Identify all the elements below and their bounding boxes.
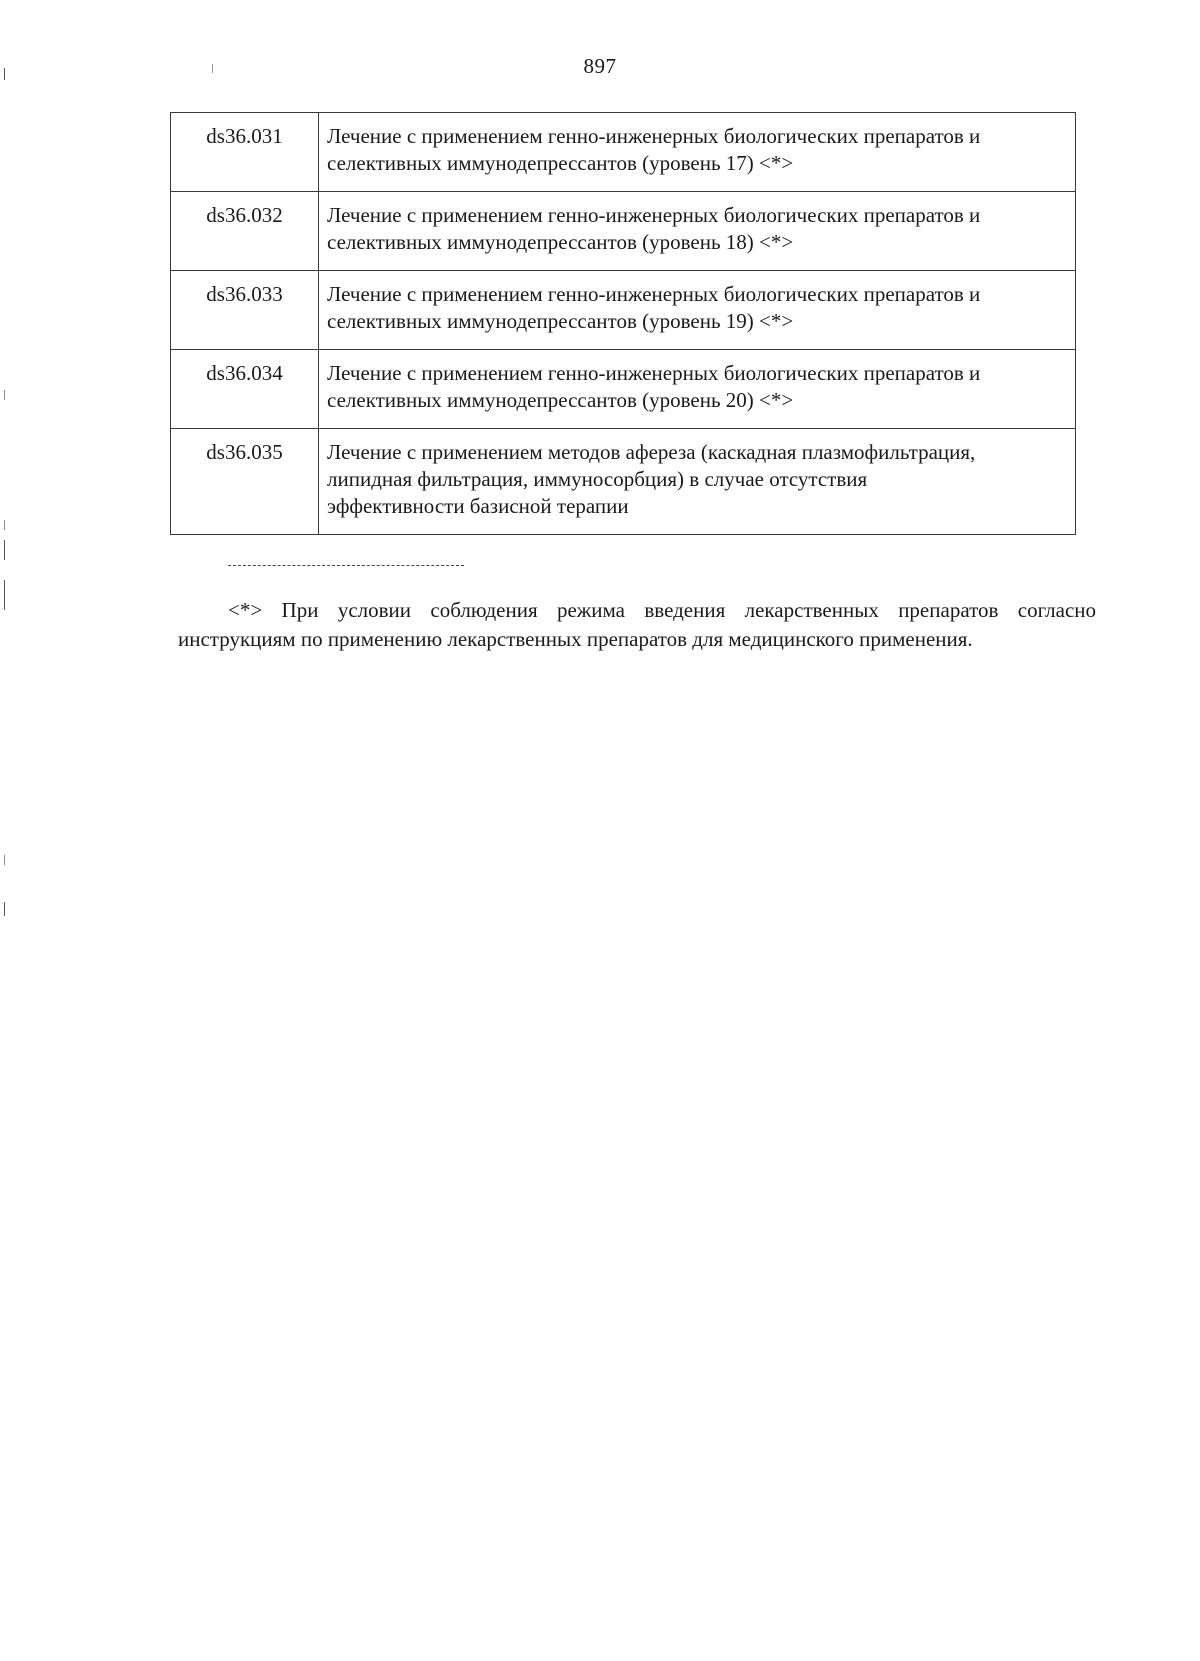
footnote-separator [228, 565, 464, 566]
row-description-line: липидная фильтрация, иммуносорбция) в случае отсутствия [327, 467, 868, 491]
row-description [319, 192, 1076, 271]
scan-artifact [4, 68, 5, 80]
scan-artifact [4, 580, 5, 610]
table-row [171, 429, 1076, 535]
row-description-line: Лечение с применением генно-инженерных биологических препаратов и [327, 361, 981, 385]
scan-artifact [4, 390, 5, 400]
scan-artifact [4, 520, 5, 530]
row-description [319, 271, 1076, 350]
scan-artifact [4, 855, 5, 865]
row-description [319, 113, 1076, 192]
scan-artifact [4, 902, 5, 916]
row-code: ds36.032 [171, 192, 319, 271]
row-description-line: Лечение с применением генно-инженерных биологических препаратов и [327, 282, 981, 306]
row-code: ds36.034 [171, 350, 319, 429]
page-number: 897 [583, 54, 617, 78]
tariff-table [170, 112, 1076, 535]
scan-artifact [212, 64, 213, 73]
row-description-line: селективных иммунодепрессантов (уровень 20) <*> [327, 388, 794, 412]
table-row [171, 192, 1076, 271]
row-description-line: селективных иммунодепрессантов (уровень 17) <*> [327, 151, 794, 175]
table-row [171, 350, 1076, 429]
row-description-line: Лечение с применением генно-инженерных биологических препаратов и [327, 124, 981, 148]
footnote: <*> При условии соблюдения режима введения лекарственных препаратов согласно инструкциям по применению лекарственных препаратов для медицинского применения. [178, 598, 1096, 651]
row-code: ds36.031 [171, 113, 319, 192]
table-row [171, 271, 1076, 350]
row-description [319, 350, 1076, 429]
table-row [171, 113, 1076, 192]
row-description-line: эффективности базисной терапии [327, 494, 629, 518]
row-description-line: Лечение с применением методов афереза (каскадная плазмофильтрация, [327, 440, 976, 464]
row-description-line: селективных иммунодепрессантов (уровень 19) <*> [327, 309, 794, 333]
row-code: ds36.033 [171, 271, 319, 350]
row-code: ds36.035 [171, 429, 319, 535]
row-description-line: селективных иммунодепрессантов (уровень 18) <*> [327, 230, 794, 254]
row-description [319, 429, 1076, 535]
scan-artifact [4, 540, 5, 560]
row-description-line: Лечение с применением генно-инженерных биологических препаратов и [327, 203, 981, 227]
